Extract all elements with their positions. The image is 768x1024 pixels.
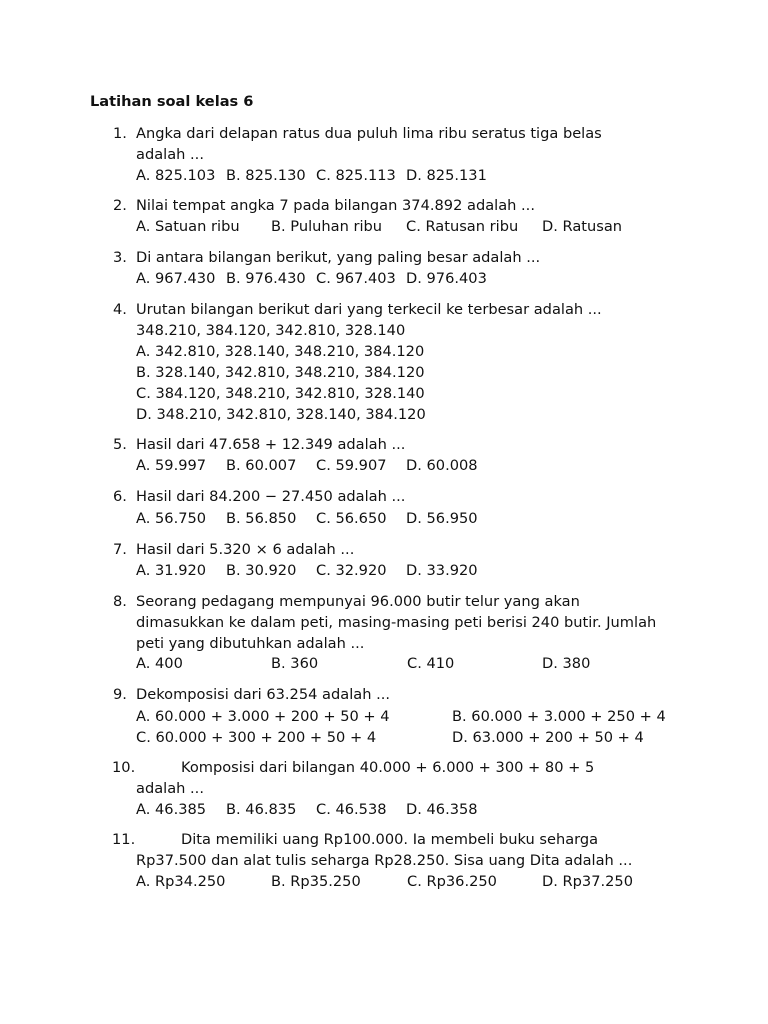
option-c: C. Rp36.250 [407,873,497,890]
question-stem [136,434,696,455]
option-c: C. 59.907 [316,457,387,474]
option-a: A. 825.103 [136,167,216,184]
option-d: D. Ratusan [542,218,623,235]
question-stem [136,486,696,507]
option-c: C. 967.403 [316,270,396,287]
option-b: B. 976.430 [226,270,306,287]
question-number: 11. [112,831,136,848]
option-a: A. 342.810, 328.140, 348.210, 384.120 [136,343,425,360]
worksheet-title: Latihan soal kelas 6 [90,93,254,110]
option-c: C. 46.538 [316,801,387,818]
option-d: D. 33.920 [406,562,478,579]
option-b: B. 56.850 [226,510,297,527]
option-d: D. 380 [542,655,591,672]
option-a: A. Satuan ribu [136,218,240,235]
option-c: C. 825.113 [316,167,396,184]
option-d: D. 976.403 [406,270,487,287]
option-b: B. 825.130 [226,167,306,184]
question-number: 10. [112,759,136,776]
option-d: D. 825.131 [406,167,487,184]
question-stem [136,195,696,216]
answer-options [136,165,487,186]
answer-options [136,341,426,425]
option-d: D. Rp37.250 [542,873,633,890]
question-text: Dekomposisi dari 63.254 adalah ... [136,686,390,703]
option-a: A. 967.430 [136,270,216,287]
option-b: B. 328.140, 342.810, 348.210, 384.120 [136,364,425,381]
answer-options [136,560,478,581]
option-b: B. 46.835 [226,801,297,818]
question-text: adalah ... [136,146,204,163]
question-text: Di antara bilangan berikut, yang paling besar adalah ... [136,249,541,266]
option-d: D. 46.358 [406,801,478,818]
question-number: 2. [113,197,127,214]
question-text: adalah ... [136,780,204,797]
option-b: B. 60.007 [226,457,297,474]
question-text: Komposisi dari bilangan 40.000 + 6.000 + 300 + 80 + 5 [181,759,595,776]
question-text: Hasil dari 5.320 × 6 adalah ... [136,541,355,558]
option-d: D. 60.008 [406,457,478,474]
option-a: A. 56.750 [136,510,207,527]
option-a: A. 59.997 [136,457,207,474]
question-text: Seorang pedagang mempunyai 96.000 butir telur yang akan [136,593,580,610]
option-c: C. 60.000 + 300 + 200 + 50 + 4 [136,729,377,746]
option-d: D. 348.210, 342.810, 328.140, 384.120 [136,406,426,423]
option-a: A. 46.385 [136,801,207,818]
option-d: D. 63.000 + 200 + 50 + 4 [452,729,644,746]
answer-options [136,871,633,892]
option-b: B. 360 [271,655,319,672]
question-text: peti yang dibutuhkan adalah ... [136,635,365,652]
option-c: C. 410 [407,655,455,672]
question-number: 4. [113,301,127,318]
question-number: 7. [113,541,127,558]
question-text: Urutan bilangan berikut dari yang terkecil ke terbesar adalah ... [136,301,602,318]
answer-options [136,653,590,674]
question-number: 5. [113,436,127,453]
option-b: B. 30.920 [226,562,297,579]
question-stem [136,539,696,560]
answer-options [136,455,478,476]
question-number: 9. [113,686,127,703]
option-b: B. Puluhan ribu [271,218,383,235]
question-stem [136,829,696,871]
option-c: C. 56.650 [316,510,387,527]
question-number: 6. [113,488,127,505]
question-stem [136,123,696,165]
answer-options [136,799,478,820]
option-c: C. Ratusan ribu [406,218,519,235]
option-a: A. Rp34.250 [136,873,226,890]
question-text: dimasukkan ke dalam peti, masing-masing peti berisi 240 butir. Jumlah [136,614,657,631]
answer-options [136,706,666,748]
question-stem [136,247,696,268]
option-a: A. 31.920 [136,562,207,579]
option-b: B. 60.000 + 3.000 + 250 + 4 [452,708,666,725]
question-stem [136,684,696,705]
option-a: A. 400 [136,655,183,672]
option-c: C. 32.920 [316,562,387,579]
answer-options [136,508,478,529]
question-number: 3. [113,249,127,266]
answer-options [136,216,622,237]
option-d: D. 56.950 [406,510,478,527]
question-stem [136,757,696,799]
question-text: Nilai tempat angka 7 pada bilangan 374.892 adalah ... [136,197,535,214]
question-text: Dita memiliki uang Rp100.000. Ia membeli buku seharga [181,831,599,848]
question-number: 8. [113,593,127,610]
option-b: B. Rp35.250 [271,873,361,890]
answer-options [136,268,487,289]
question-text: Rp37.500 dan alat tulis seharga Rp28.250. Sisa uang Dita adalah ... [136,852,633,869]
option-a: A. 60.000 + 3.000 + 200 + 50 + 4 [136,708,390,725]
question-stem [136,591,696,654]
question-text: Hasil dari 84.200 − 27.450 adalah ... [136,488,406,505]
question-text: Angka dari delapan ratus dua puluh lima ribu seratus tiga belas [136,125,602,142]
question-number: 1. [113,125,127,142]
question-stem [136,299,696,341]
question-text: Hasil dari 47.658 + 12.349 adalah ... [136,436,406,453]
number-sequence: 348.210, 384.120, 342.810, 328.140 [136,322,406,339]
option-c: C. 384.120, 348.210, 342.810, 328.140 [136,385,425,402]
